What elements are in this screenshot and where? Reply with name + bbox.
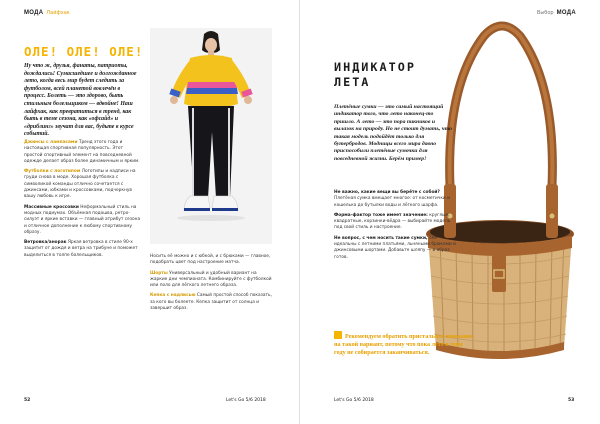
headline-line-2: ЛЕТА bbox=[334, 75, 371, 89]
section-label: МОДА bbox=[556, 10, 576, 16]
model-illustration bbox=[150, 28, 272, 244]
answer: оне идеальны с летними платьями, льняными брюками и джинсовыми шортами. Добавьте шляпу — и образ готов. bbox=[334, 235, 456, 260]
answer: круглые, квадратные, корзинки-вёдра — выбирайте модель под свой стиль и настроение. bbox=[334, 212, 451, 231]
answer: Плетёная сумка вмещает многое: от косметички и кошелька до бутылки воды и лёгкого шарфа. bbox=[334, 196, 450, 208]
keyword: Кепка с надписью bbox=[150, 293, 196, 299]
right-headline bbox=[334, 60, 416, 90]
right-issue: Let's Go 5/6 2018 bbox=[334, 398, 374, 403]
paragraph: Логотипы и надписи на груди снова в моде. Хорошая футболка с символикой команды отлично сочетается с джинсами, юбками и кроссовками, подчеркнув вашу любовь к игре. bbox=[24, 169, 136, 200]
paragraph: Самый простой способ показать, за кого вы болеете. Кепка защитит от солнца и завершит образ. bbox=[150, 293, 272, 312]
callout-quote bbox=[334, 331, 474, 358]
fashion-model-photo bbox=[150, 28, 272, 244]
section-label: МОДА bbox=[24, 10, 44, 16]
paragraph: Носить её можно и с юбкой, и с брюками — главное, подобрать цвет под настроение матча. bbox=[150, 254, 271, 266]
keyword: Футболки с логотипом bbox=[24, 169, 81, 175]
article-lead: Ну что ж, друзья, фанаты, патриоты, дождались! Сумасшедшее и долгожданное лето, когда весь мир будет следить за футболом, всей планетой вовлечён в процесс. Болеть — это здорово, быть стильным болельщиком — вдвойне! Наш лайфхак, как превратиться в тренд, как быть в теме сезона, как «офсайд» и «дриблинг» звучат для вас, будьте в курсе событий. bbox=[24, 63, 137, 138]
question: Не важно, какие вещи вы берёте с собой? bbox=[334, 190, 440, 195]
keyword: Джинсы с лампасами bbox=[24, 140, 78, 145]
question: Форма-фактор тоже имеет значение: bbox=[334, 212, 428, 218]
subsection-label: Выбор bbox=[536, 10, 554, 16]
paragraph: Яркая ветровка в стиле 90-х защитит от дождя и ветра на трибуне и поможет выделиться в толпе болельщиков. bbox=[24, 240, 138, 258]
keyword: Шорты bbox=[150, 270, 168, 276]
left-column-2 bbox=[150, 254, 272, 316]
page-number: 53 bbox=[568, 398, 575, 403]
paragraph: Универсальный и удобный вариант на жаркие дни чемпионата. Комбинируйте с футболкой или поло для лёгкого летнего образа. bbox=[150, 270, 272, 289]
paragraph: Неформальный стиль на модных подиумах. Объёмная подошва, ретро-силуэт и яркие вставки — главный атрибут сезона и отличное дополнение к любому спортивному образу. bbox=[24, 204, 141, 235]
keyword: Массивные кроссовки bbox=[24, 204, 79, 210]
left-issue: Let's Go 5/6 2018 bbox=[226, 398, 266, 403]
left-column-1 bbox=[24, 140, 142, 263]
left-folio bbox=[24, 398, 30, 403]
keyword: Ветровка/анорак bbox=[24, 240, 67, 246]
callout-square-icon bbox=[334, 331, 342, 339]
right-lead: Плетёные сумки — это самый настоящий индикатор того, что лето наконец-то пришло. А лето — это пора пикников и вылазок на природу. Но не стоит думать, что такая модель подойдёт только для бутербродов. Модницы всего мира давно приспособили плетёные сумочки для повседневной жизни. Берём пример! bbox=[334, 104, 452, 162]
right-column bbox=[334, 190, 458, 265]
subsection-label: Лайфхак bbox=[46, 10, 70, 16]
question: Не вопрос, с чем носить такие сумки, bbox=[334, 235, 428, 241]
left-running-head bbox=[24, 9, 70, 17]
article-headline: ОЛЕ! ОЛЕ! ОЛЕ! bbox=[24, 44, 144, 59]
page-number: 52 bbox=[24, 398, 31, 403]
right-folio bbox=[568, 398, 574, 403]
headline-line-1: ИНДИКАТОР bbox=[334, 60, 416, 74]
callout-text: Рекомендуем обратить пристальное внимание на такой вариант, потому что пока лето в этом году не собирается заканчиваться. bbox=[334, 334, 473, 357]
paragraph: Тренд этого года и настоящая спортивная популярность. Этот простой спортивный элемент на повседневной одежде делает образ более динамичным и ярким. bbox=[24, 140, 140, 164]
